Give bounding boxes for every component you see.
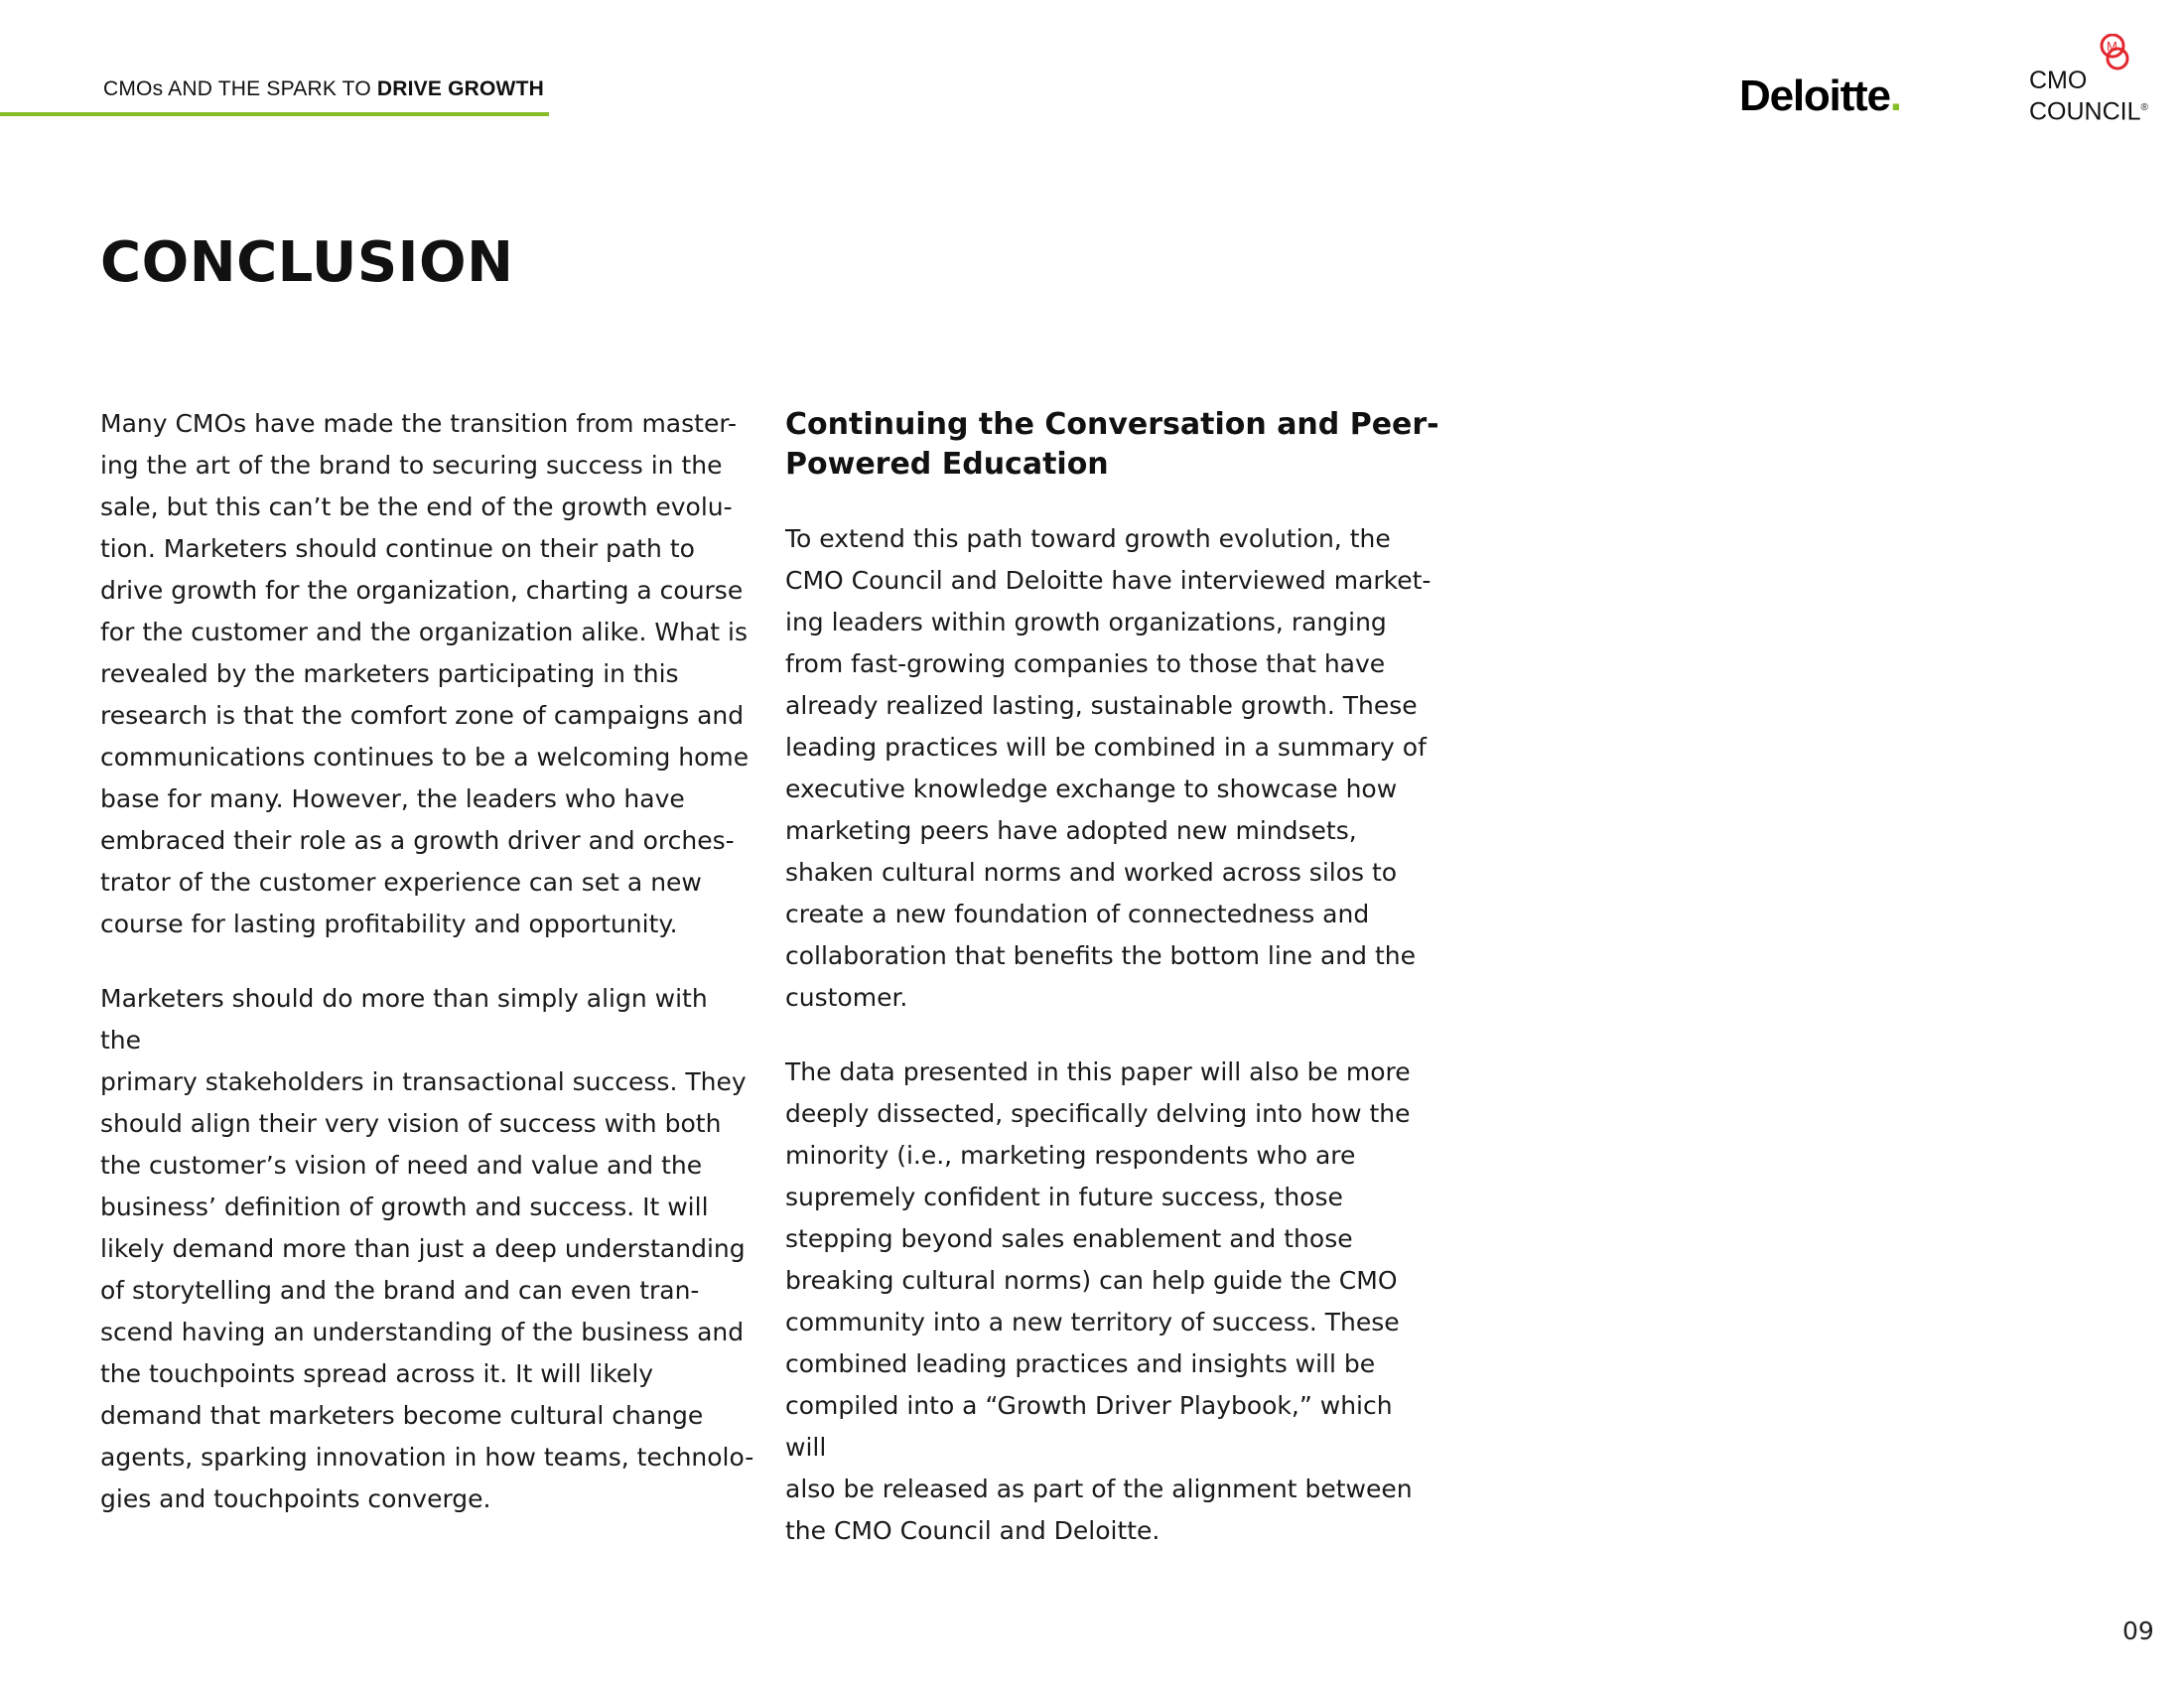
header-accent-rule (0, 112, 549, 116)
left-paragraph-1: Many CMOs have made the transition from master- ing the art of the brand to securing success in the sale, but this can’t be the end of the growth evolu- tion. Marketers should continue on their path to drive growth for the organization, charting a course for the customer and the organization alike. What is revealed by the marketers participating in this research is that the comfort zone of campaigns and communications continues to be a welcoming home base for many. However, the leaders who have embraced their role as a growth driver and orches- trator of the customer experience can set a new course for lasting profitability and opportunity. (100, 409, 750, 938)
left-column (100, 403, 755, 1553)
section-subheading: Continuing the Conversation and Peer- Powered Education (785, 407, 1439, 482)
right-column (785, 403, 1440, 1585)
left-paragraph-2: Marketers should do more than simply align with the primary stakeholders in transactional success. They should align their very vision of success with both the customer’s vision of need and value and the business’ definition of growth and success. It will likely demand more than just a deep understanding of storytelling and the brand and can even tran- scend having an understanding of the business and the touchpoints spread across it. It will likely demand that marketers become cultural change agents, sparking innovation in how teams, technolo- gies and touchpoints converge. (100, 984, 754, 1513)
deloitte-logo-dot: . (1889, 71, 1901, 120)
svg-text:M: M (2107, 39, 2117, 54)
cmo-council-logo-line1: CMO (2029, 67, 2088, 94)
header-title-emphasis: DRIVE GROWTH (376, 77, 544, 100)
cmo-council-registered-mark: ® (2140, 102, 2148, 113)
cmo-council-logo (2029, 34, 2168, 126)
cmo-council-logo-text (2029, 68, 2148, 125)
page-title: CONCLUSION (100, 230, 514, 295)
page-number: 09 (2122, 1617, 2154, 1645)
report-header-title (103, 77, 544, 101)
deloitte-logo-text: Deloitte (1739, 71, 1890, 120)
cmo-council-logo-line2: COUNCIL (2029, 97, 2141, 126)
deloitte-logo (1739, 71, 1901, 121)
right-paragraph-1: To extend this path toward growth evolution, the CMO Council and Deloitte have interviewed market- ing leaders within growth organizations, ranging from fast-growing companies to those that have already realized lasting, sustainable growth. These leading practices will be combined in a summary of executive knowledge exchange to showcase how marketing peers have adopted new mindsets, shaken cultural norms and worked across silos to create a new foundation of connectedness and collaboration that benefits the bottom line and the customer. (785, 524, 1432, 1012)
header-title-prefix: CMOs AND THE SPARK TO (103, 77, 377, 100)
right-paragraph-2: The data presented in this paper will also be more deeply dissected, specifically delving into how the minority (i.e., marketing respondents who are supremely confident in future success, those stepping beyond sales enablement and those breaking cultural norms) can help guide the CMO community into a new territory of success. These combined leading practices and insights will be compiled into a “Growth Driver Playbook,” which will also be released as part of the alignment between the CMO Council and Deloitte. (785, 1057, 1413, 1545)
